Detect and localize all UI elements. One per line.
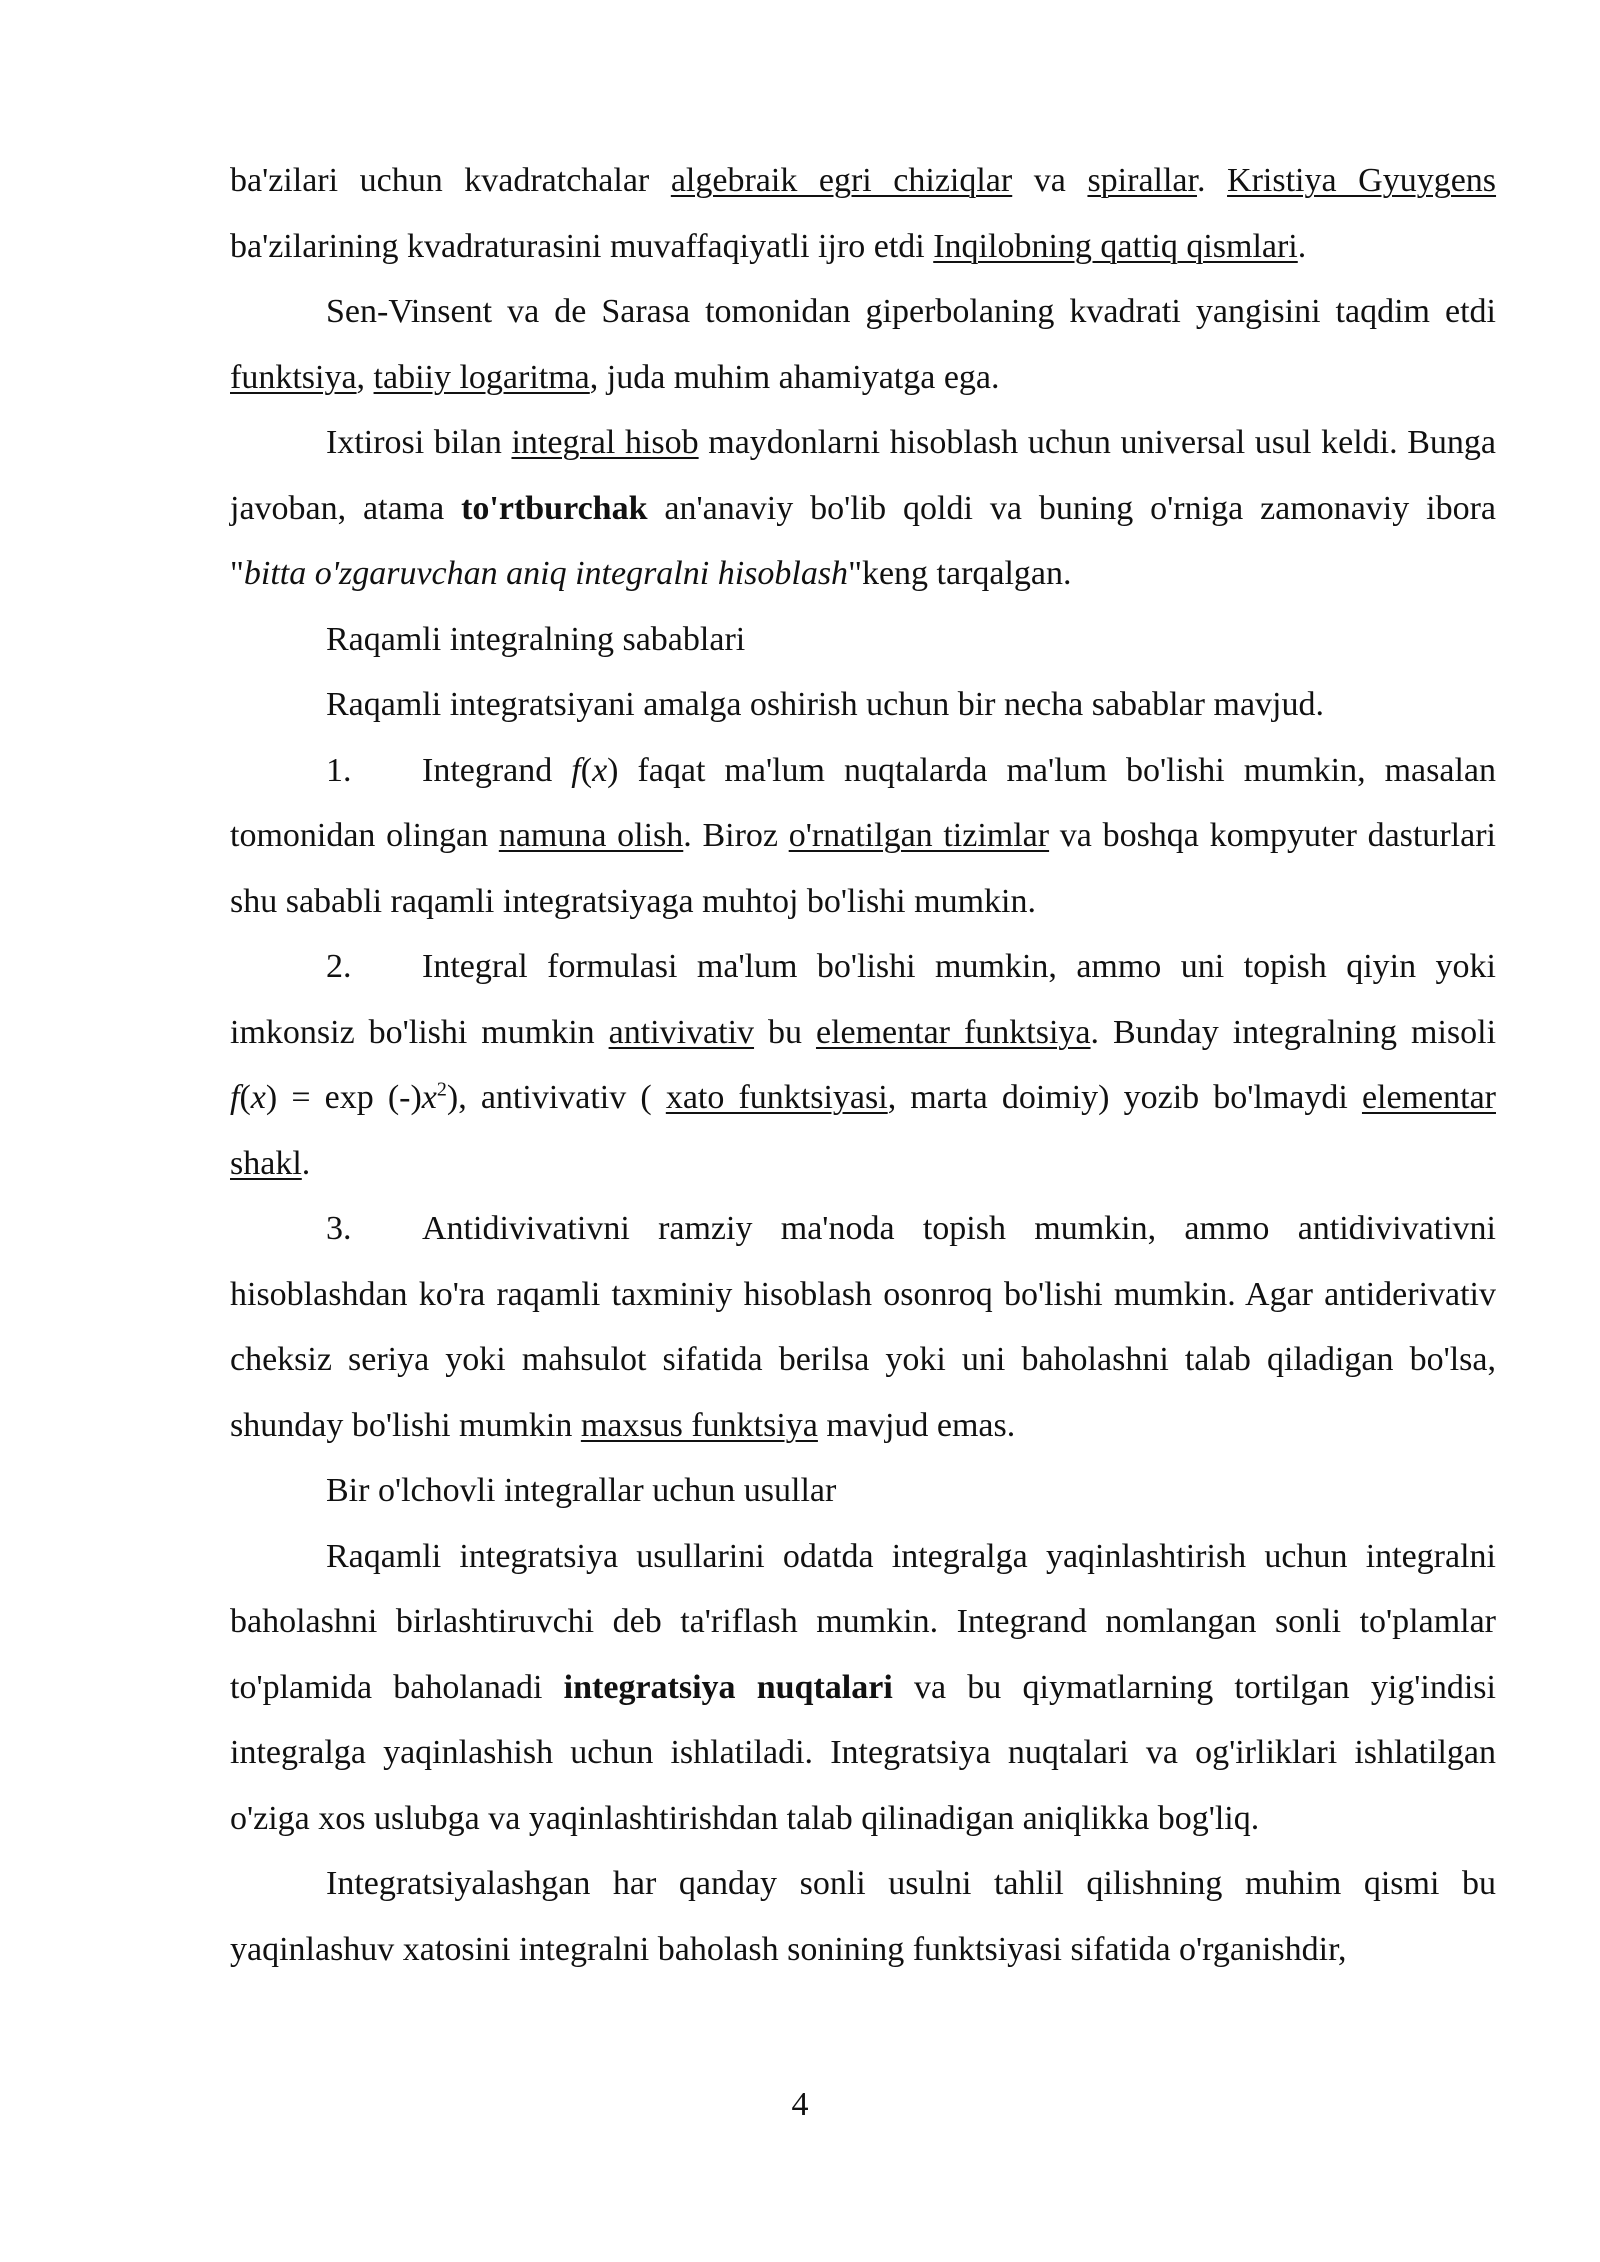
link-integral-calculus[interactable]: integral hisob — [511, 424, 699, 461]
math-f: f — [230, 1079, 240, 1116]
text-run: . Biroz — [683, 817, 789, 854]
math-superscript: 2 — [436, 1078, 447, 1101]
link-elementary-form[interactable]: elementar shakl — [230, 1079, 1496, 1182]
paragraph-quadrature — [230, 148, 1496, 279]
link-embedded-systems[interactable]: o'rnatilgan tizimlar — [788, 817, 1050, 854]
text-run: mavjud emas. — [817, 1406, 1016, 1444]
link-huygens[interactable]: Kristiya Gyuygens — [1227, 162, 1497, 199]
math-x: x — [592, 751, 608, 789]
math-f: f — [571, 751, 581, 789]
link-special-function[interactable]: maxsus funktsiya — [580, 1406, 818, 1444]
paragraph-integral-calculus — [230, 410, 1496, 607]
text-run: Ixtirosi bilan — [326, 424, 512, 461]
list-number: 1. — [326, 751, 352, 789]
link-solids-of-revolution[interactable]: Inqilobning qattiq qismlari — [933, 227, 1298, 265]
page-number: 4 — [791, 2086, 809, 2123]
text-run: ba'zilarining kvadraturasini muvaffaqiyatli ijro etdi — [230, 227, 934, 265]
heading-reasons: Raqamli integralning sabablari — [326, 620, 746, 658]
text-run: , marta doimiy) yozib bo'lmaydi — [887, 1079, 1362, 1116]
math-x: x — [421, 1079, 437, 1116]
link-elementary-function[interactable]: elementar funktsiya — [815, 1013, 1091, 1051]
bold-term-quadrilateral: to'rtburchak — [461, 489, 648, 527]
link-natural-log[interactable]: tabiiy logaritma — [373, 358, 590, 396]
text-run: Integral formulasi ma'lum bo'lishi mumkin, ammo uni topish qiyin yoki imkonsiz bo'lishi mumkin — [230, 948, 1496, 1051]
text-run: Raqamli integratsiya usullarini odatda integralga yaqinlashtirish uchun integralni baholashni birlashtiruvchi deb ta'riflash mumkin. Integrand nomlangan sonli to'plamlar to'plamida baholanadi — [230, 1537, 1496, 1706]
text-run: , — [356, 358, 374, 396]
bold-term-integration-points: integratsiya nuqtalari — [563, 1668, 893, 1706]
link-error-function[interactable]: xato funktsiyasi — [665, 1079, 888, 1116]
text-run: va — [1012, 162, 1088, 199]
text-run: ) faqat ma'lum nuqtalarda ma'lum bo'lishi mumkin, masalan tomonidan olingan — [230, 751, 1496, 854]
text-run: , juda muhim ahamiyatga ega. — [589, 358, 1000, 396]
paragraph-reasons-intro: Raqamli integratsiyani amalga oshirish uchun bir necha sabablar mavjud. — [326, 686, 1324, 723]
text-run: va boshqa kompyuter dasturlari shu sababli raqamli integratsiyaga muhtoj bo'lishi mumkin. — [230, 817, 1496, 920]
text-run: an'anaviy bo'lib qoldi va buning o'rniga zamonaviy ibora " — [230, 489, 1496, 592]
text-run: bu — [754, 1013, 816, 1051]
list-number: 2. — [326, 948, 352, 985]
link-algebraic-curves[interactable]: algebraik egri chiziqlar — [670, 162, 1013, 199]
text-run: . — [1297, 227, 1307, 265]
paragraph-methods — [230, 1524, 1496, 1852]
list-number: 3. — [326, 1210, 352, 1247]
text-run: Sen-Vinsent va de Sarasa tomonidan giperbolaning kvadrati yangisini taqdim etdi — [326, 293, 1496, 330]
italic-phrase: bitta o'zgaruvchan aniq integralni hisoblash — [243, 555, 849, 592]
text-run: Antidivivativni ramziy ma'noda topish mumkin, ammo antidivivativni hisoblashdan ko'ra raqamli taxminiy hisoblash osonroq bo'lishi mumkin. Agar antiderivativ cheksiz seriya yoki mahsulot sifatida berilsa yoki uni baholashni talab qiladigan bo'lsa, shunday bo'lishi mumkin — [230, 1210, 1496, 1444]
link-sampling[interactable]: namuna olish — [498, 817, 684, 854]
text-run: . — [301, 1144, 311, 1182]
heading-methods: Bir o'lchovli integrallar uchun usullar — [326, 1472, 837, 1509]
paragraph-hyperbola — [230, 279, 1496, 410]
text-run: Integrand — [422, 751, 572, 789]
paragraph-error-analysis: Integratsiyalashgan har qanday sonli usulni tahlil qilishning muhim qismi bu yaqinlashuv xatosini integralni baholash sonining funktsiyasi sifatida o'rganishdir, — [230, 1865, 1496, 1968]
text-run: "keng tarqalgan. — [848, 555, 1072, 592]
text-run: . — [1196, 162, 1228, 199]
link-function[interactable]: funktsiya — [230, 358, 357, 396]
text-run: ba'zilari uchun kvadratchalar — [230, 162, 671, 199]
text-run: maydonlarni hisoblash uchun universal usul keldi. Bunga javoban, atama — [230, 424, 1496, 527]
text-run: ( — [239, 1079, 251, 1116]
list-item-2 — [230, 934, 1496, 1196]
text-run: ) = exp (-) — [265, 1079, 422, 1116]
list-item-1 — [230, 738, 1496, 935]
text-run: ( — [580, 751, 593, 789]
text-run: ), antivivativ ( — [446, 1079, 666, 1116]
link-spirals[interactable]: spirallar — [1087, 162, 1197, 199]
text-run: va bu qiymatlarning tortilgan yig'indisi integralga yaqinlashish uchun ishlatiladi. Integratsiya nuqtalari va og'irliklari ishlatilgan o'ziga xos uslubga va yaqinlashtirishdan talab qilinadigan aniqlikka bog'liq. — [230, 1668, 1496, 1837]
body-text — [230, 148, 1496, 1982]
list-item-3 — [230, 1196, 1496, 1458]
text-run: . Bunday integralning misoli — [1090, 1013, 1497, 1051]
math-x: x — [250, 1079, 266, 1116]
link-antiderivative[interactable]: antivivativ — [608, 1013, 755, 1051]
